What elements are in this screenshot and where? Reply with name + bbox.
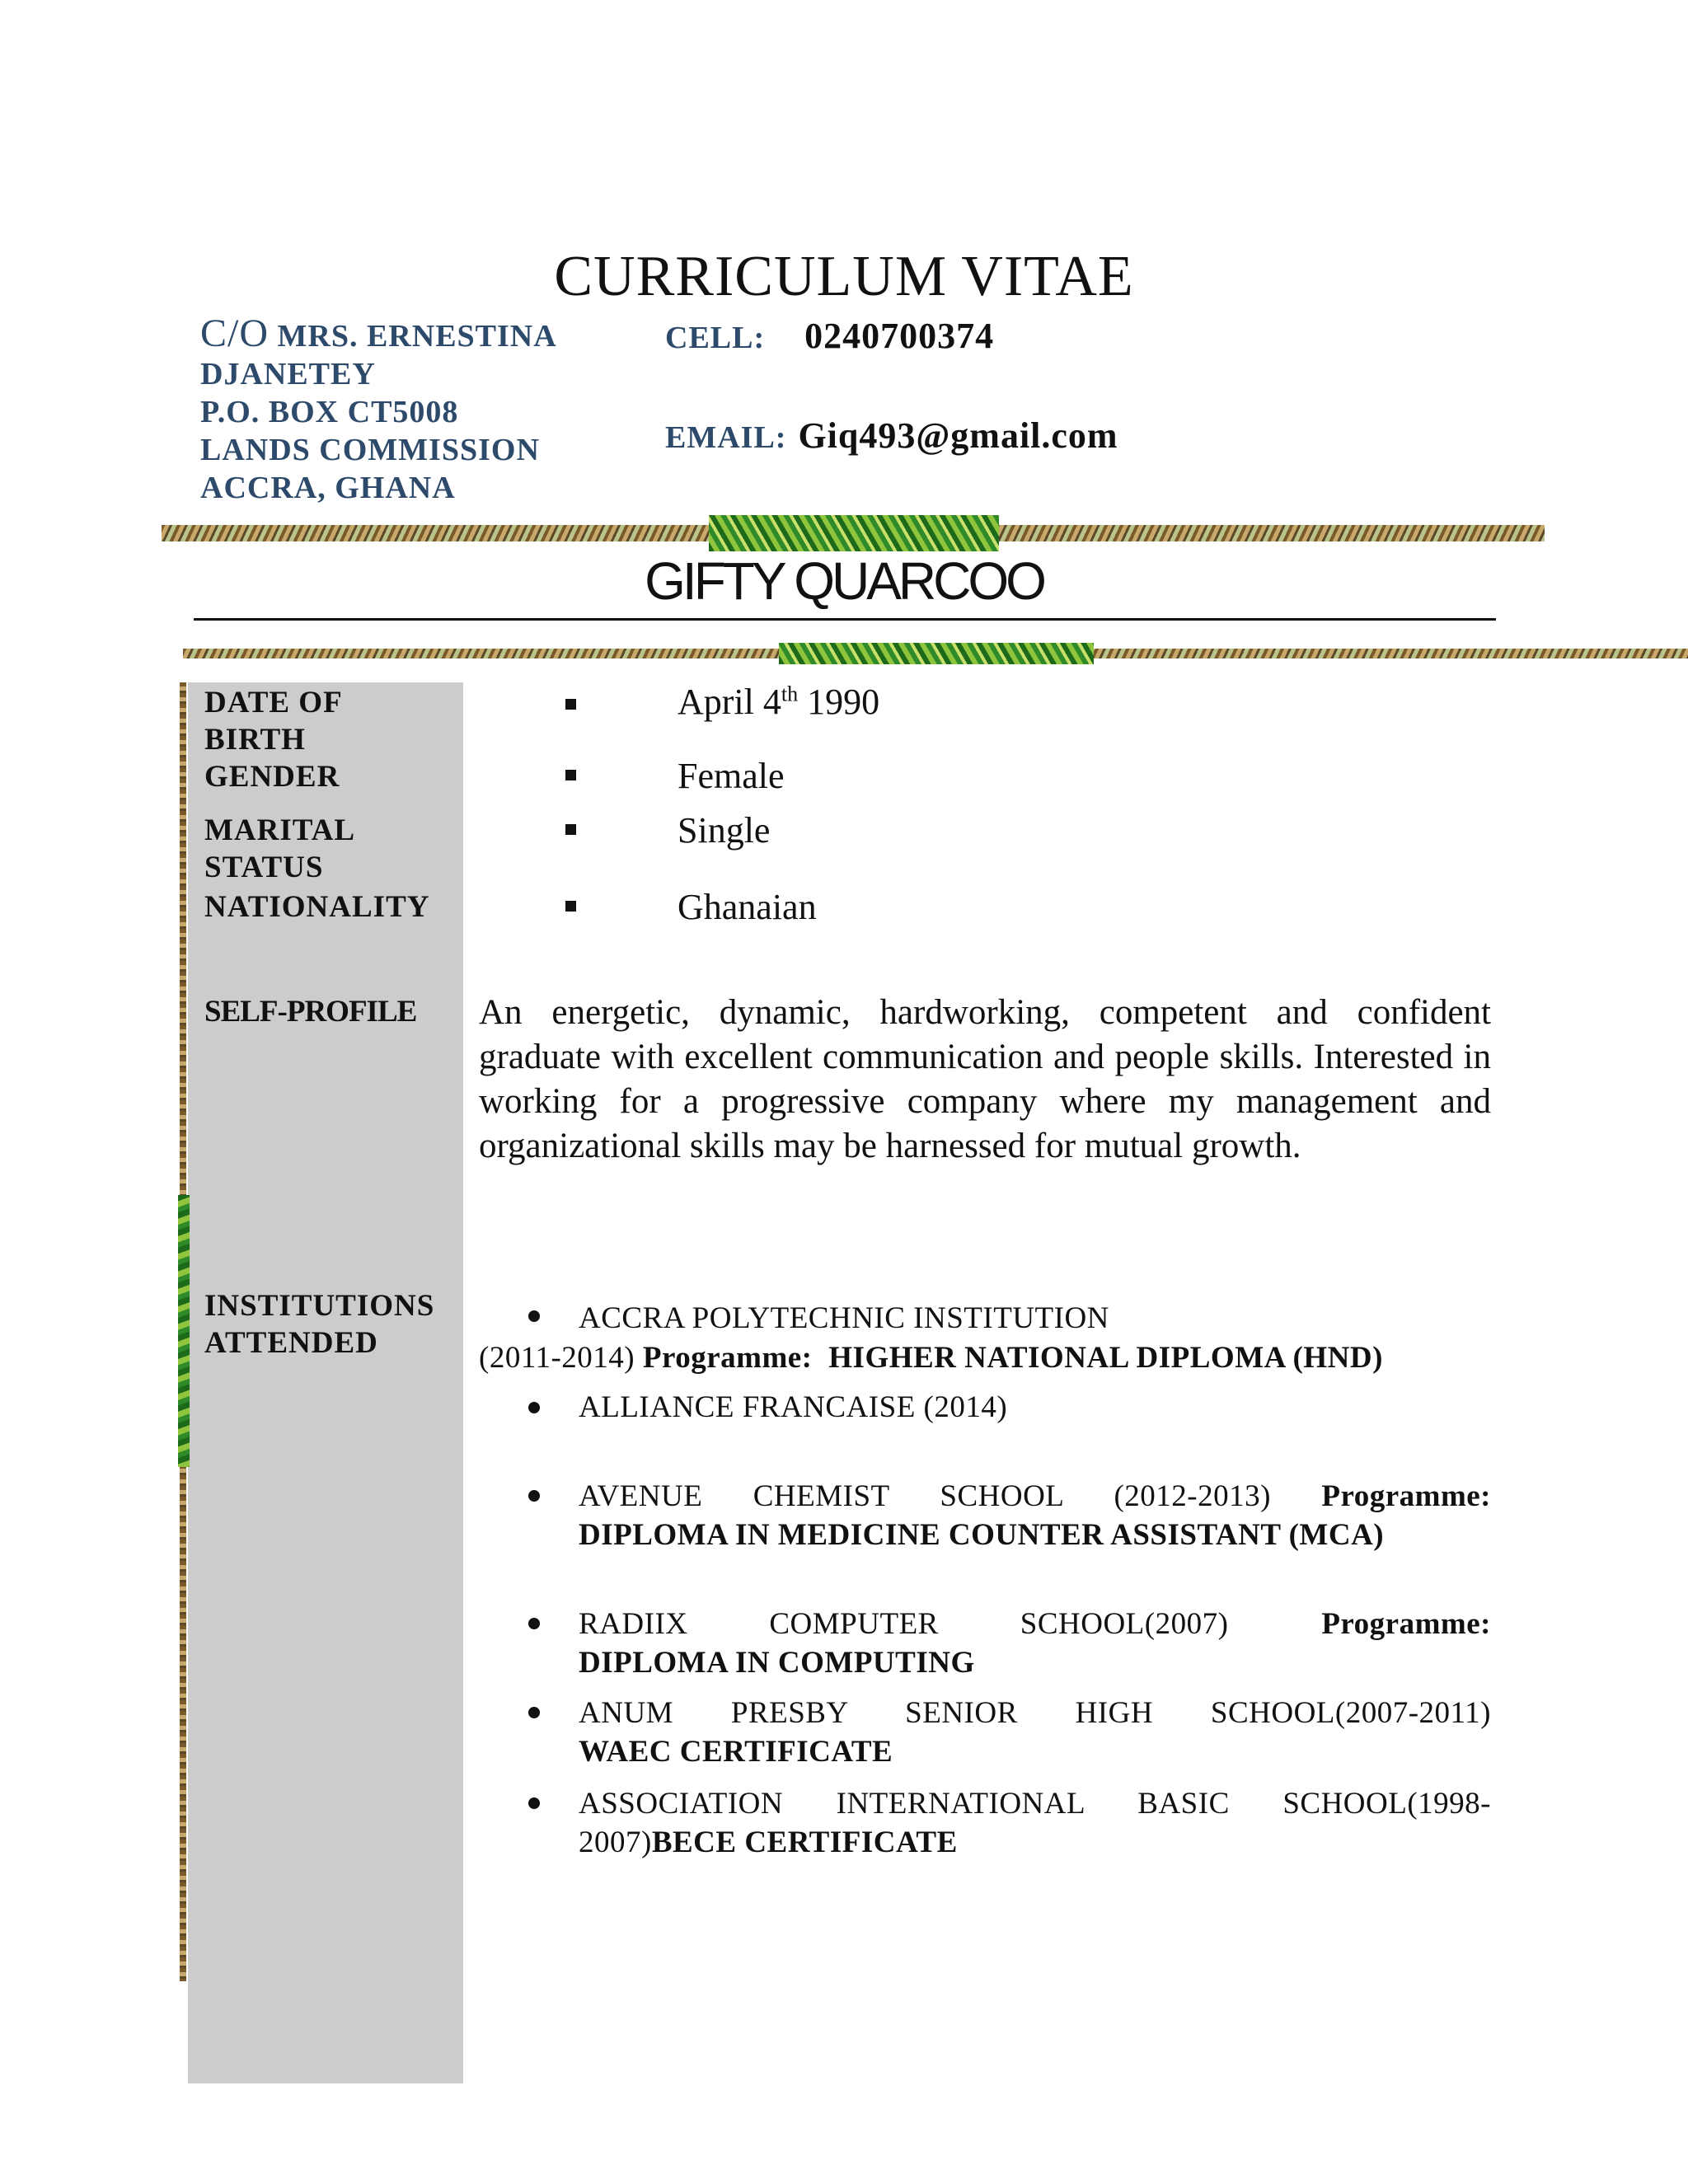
round-bullet-icon [528,1490,540,1502]
cell-contact [665,315,994,357]
decorative-leaf-middle [779,643,1094,664]
email-value[interactable]: Giq493@gmail.com [798,415,1118,456]
institution-name: ALLIANCE FRANCAISE (2014) [579,1390,1008,1424]
institutions-label [204,1287,460,1361]
name-underline [194,618,1496,621]
round-bullet-icon [528,1402,540,1413]
institution-years: (2011-2014) [479,1341,635,1375]
institution-name: RADIIX COMPUTER SCHOOL(2007) [579,1607,1229,1641]
cell-value: 0240700374 [804,316,995,356]
marital-status-label [204,812,460,886]
programme-label: Programme: [642,1341,813,1375]
programme-name-text: WAEC CERTIFICATE [579,1735,893,1769]
round-bullet-icon [528,1618,540,1629]
programme-name-line-1 [579,1605,1491,1643]
programme-name-text: DIPLOMA IN COMPUTING [579,1646,975,1680]
institution-details [479,1338,1491,1377]
marital-label-line-2: STATUS [204,851,324,884]
institution-name: ANUM PRESBY SENIOR HIGH SCHOOL(2007-2011) [579,1696,1491,1730]
dob-value-year: 1990 [798,682,880,722]
programme-name [579,1732,1491,1771]
self-profile-label: SELF-PROFILE [204,995,417,1029]
institution-name: ACCRA POLYTECHNIC INSTITUTION [579,1301,1109,1335]
programme-label: Programme: [1321,1607,1491,1641]
address-line-1 [200,312,596,355]
programme-name: HIGHER NATIONAL DIPLOMA (HND) [828,1341,1383,1375]
nationality-label: NATIONALITY [204,890,430,924]
address-block [200,312,596,507]
address-line-1-rest: MRS. ERNESTINA [277,319,557,354]
self-profile-text: An energetic, dynamic, hardworking, competent and confident graduate with excellent communication and people skills. Interested in working for a progressive company where my management and organizational skills may be harnessed for mutual growth. [479,993,1491,1165]
square-bullet-icon [565,699,576,710]
marital-status-value: Single [678,810,771,851]
dob-value-suffix: th [781,682,799,706]
institution-entry [579,1694,1491,1732]
dob-value [678,681,879,723]
document-title: CURRICULUM VITAE [554,245,1134,308]
round-bullet-icon [528,1797,540,1809]
programme-name: BECE CERTIFICATE [651,1825,958,1859]
dob-label-line-1: DATE OF [204,686,343,719]
address-line-5: ACCRA, GHANA [200,471,456,505]
square-bullet-icon [565,901,576,912]
round-bullet-icon [528,1310,540,1322]
programme-name [579,1516,1491,1554]
email-label: EMAIL: [665,420,787,455]
nationality-value: Ghanaian [678,887,817,927]
dob-value-main: April 4 [678,682,781,722]
round-bullet-icon [528,1707,540,1718]
programme-label: Programme: [1321,1479,1492,1513]
institutions-label-line-2: ATTENDED [204,1326,378,1360]
decorative-leaf-top [709,515,999,551]
institution-name: ASSOCIATION INTERNATIONAL BASIC SCHOOL(1998-2007) [579,1787,1491,1859]
cell-label: CELL: [665,321,766,355]
programme-name-text: DIPLOMA IN MEDICINE COUNTER ASSISTANT (MCA) [579,1518,1385,1552]
institution-entry [579,1477,1491,1516]
square-bullet-icon [565,770,576,780]
dob-label-line-2: BIRTH [204,723,306,757]
address-line-2: DJANETEY [200,357,376,391]
gender-value: Female [678,756,785,796]
square-bullet-icon [565,824,576,835]
candidate-name: GIFTY QUARCOO [645,551,1043,611]
gender-label: GENDER [204,760,340,794]
marital-label-line-1: MARITAL [204,813,356,847]
programme-name [579,1643,1491,1682]
email-contact [665,415,1118,457]
address-line-3: P.O. BOX CT5008 [200,395,459,429]
care-of-prefix: C/O [200,312,270,355]
left-decorative-leaf [178,1195,190,1467]
institution-entry [579,1784,1491,1862]
dob-label [204,684,460,758]
institutions-label-line-1: INSTITUTIONS [204,1289,435,1323]
institution-name: AVENUE CHEMIST SCHOOL (2012-2013) [579,1479,1271,1513]
address-line-4: LANDS COMMISSION [200,433,540,467]
